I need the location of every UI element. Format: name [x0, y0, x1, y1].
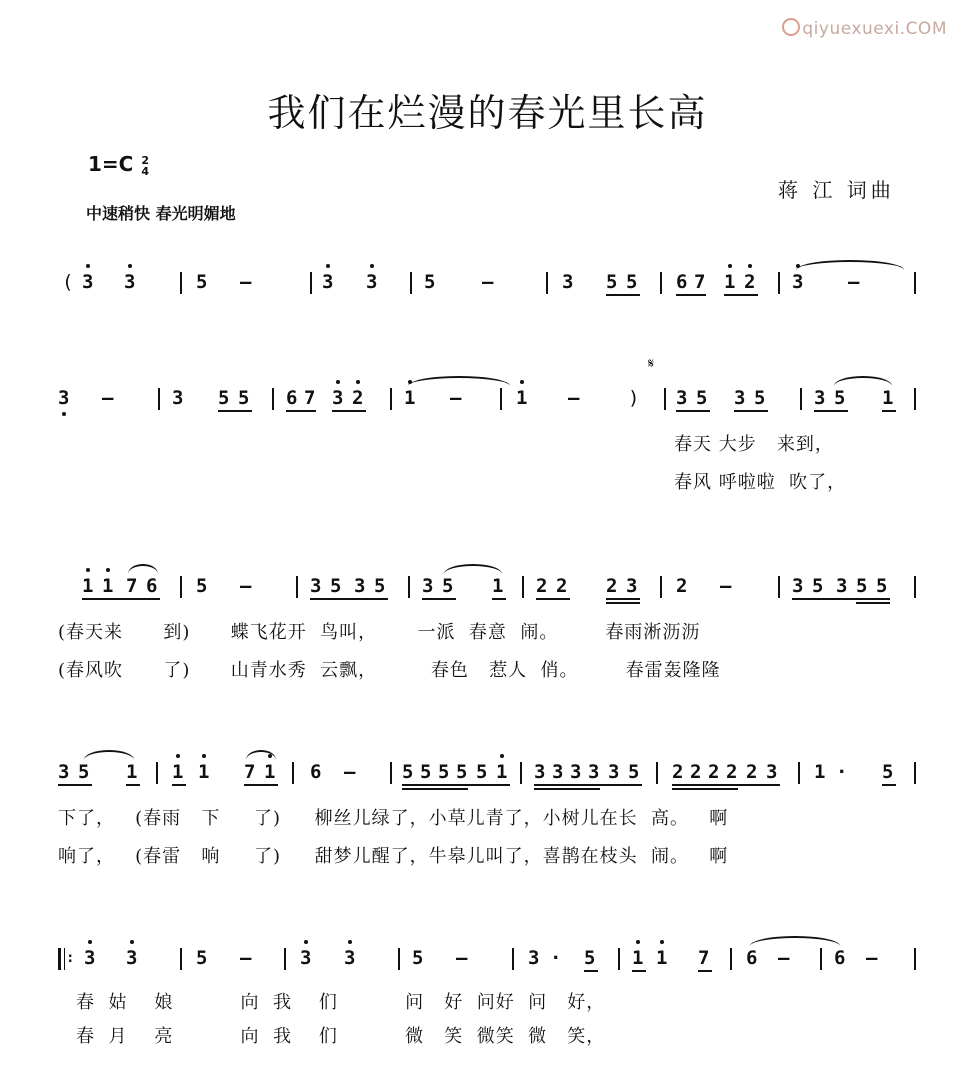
score-line-5: : 3 3 5 – 3 3 5 – 3 · 5 1 1 7 6 – 6 –: [0, 938, 975, 978]
segno-icon: 𝄋: [648, 356, 655, 372]
watermark: [782, 18, 947, 39]
score-line-1: ( 3 3 5 – 3 3 5 – 3 5 5 6 7 1 2 3 –: [0, 262, 975, 302]
lyrics-line-3-verse-1: (春天来 到) 蝶飞花开 鸟叫， 一派 春意 闹。 春雨淅沥沥: [58, 622, 701, 643]
time-sig-numerator: 2: [141, 153, 150, 167]
watermark-logo-icon: [782, 18, 800, 36]
lyrics-line-4-verse-2: 响了， (春雷 响 了) 甜梦儿醒了，牛皋儿叫了，喜鹊在枝头 闹。 啊: [58, 846, 729, 867]
lyrics-line-5-verse-1: 春 姑 娘 向 我 们 问 好 问好 问 好，: [76, 992, 606, 1013]
tempo-marking: 中速稍快 春光明媚地: [86, 204, 236, 223]
lyrics-line-2-verse-1: 春天 大步 来到，: [674, 434, 834, 455]
watermark-text: qiyuexuexi.COM: [802, 19, 947, 39]
lyrics-line-2-verse-2: 春风 呼啦啦 吹了，: [674, 472, 847, 493]
lyrics-line-3-verse-2: (春风吹 了) 山青水秀 云飘， 春色 惹人 俏。 春雷轰隆隆: [58, 660, 721, 681]
score-line-4: 3 5 1 1 1 7 1 6 – 5 5 5 5 5 1 3 3 3 3 3 5 2 2 2 2 2 3 1 · 5: [0, 752, 975, 792]
score-line-3: 1 1 7 6 5 – 3 5 3 5 3 5 1 2 2 2 3 2 – 3 5 3 5 5: [0, 566, 975, 606]
time-signature: [141, 155, 149, 177]
author-credit: 蒋 江 词曲: [778, 178, 895, 202]
time-sig-denominator: 4: [141, 164, 150, 178]
score-line-2: 3 – 3 5 5 6 7 3 2 1 – 1 – ) 𝄋 3 5 3 5 3 5 1: [0, 378, 975, 418]
key-text: 1=C: [88, 152, 134, 176]
song-title: 我们在烂漫的春光里长高: [267, 91, 708, 135]
key-signature: [88, 152, 149, 177]
lyrics-line-4-verse-1: 下了， (春雨 下 了) 柳丝儿绿了，小草儿青了，小树儿在长 高。 啊: [58, 808, 729, 829]
lyrics-line-5-verse-2: 春 月 亮 向 我 们 微 笑 微笑 微 笑，: [76, 1026, 606, 1047]
